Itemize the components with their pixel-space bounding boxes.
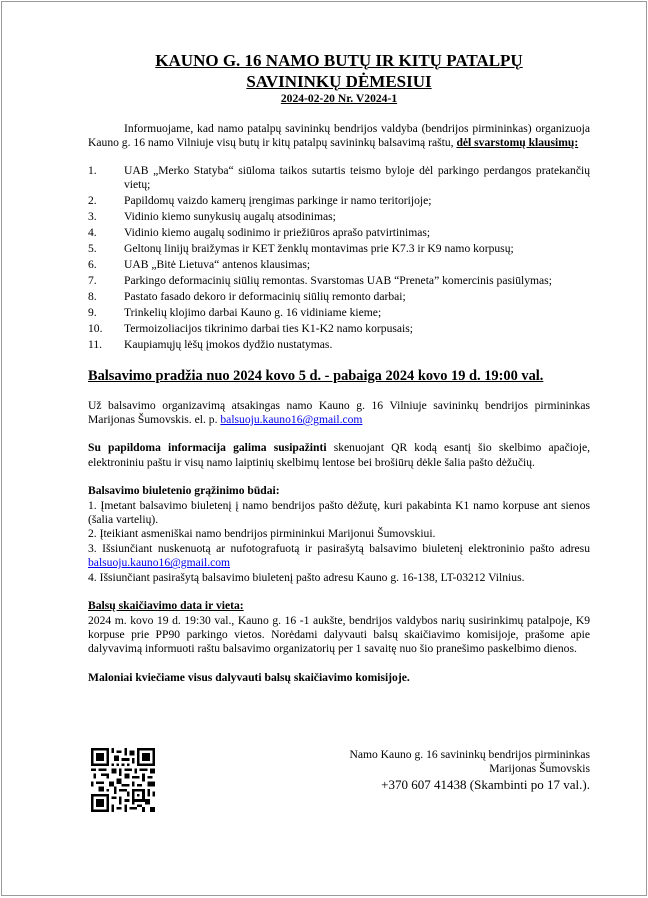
question-item <box>88 306 590 320</box>
question-text: Geltonų linijų braižymas ir KET ženklų montavimas prie K7.3 ir K9 namo korpusų; <box>124 242 514 256</box>
question-number: 5. <box>88 242 97 256</box>
intro-paragraph <box>88 122 590 151</box>
question-number: 9. <box>88 306 97 320</box>
question-number: 7. <box>88 274 97 288</box>
organizer-email-link[interactable]: balsuoju.kauno16@gmail.com <box>220 413 363 427</box>
return-method-2: 2. Įteikiant asmeniškai namo bendrijos pirmininkui Marijonui Šumovskiui. <box>88 527 436 541</box>
document-content <box>88 50 590 685</box>
document-footer <box>88 748 590 828</box>
question-item <box>88 258 590 272</box>
question-number: 6. <box>88 258 97 272</box>
info-text: skenuojant QR kodą esantį šio skelbimo apačioje, elektroniniu paštu ir visų namo laiptinių skelbimų lentose bei brošiūrų dėkle šalia pašto dėžučių. <box>88 441 590 469</box>
signature-phone: +370 607 41438 (Skambinti po 17 val.). <box>381 776 590 792</box>
question-number: 11. <box>88 338 103 352</box>
question-item <box>88 322 590 336</box>
organizer-paragraph <box>88 399 590 428</box>
question-item <box>88 194 590 208</box>
question-number: 2. <box>88 194 97 208</box>
return-method-3 <box>88 542 590 571</box>
question-item <box>88 274 590 288</box>
return-method-3-text: 3. Išsiunčiant nuskenuotą ar nufotografuotą ir pasirašytą balsavimo biuletenį elektroninio pašto adresu <box>88 541 590 555</box>
count-heading: Balsų skaičiavimo data ir vieta: <box>88 599 244 613</box>
signature-line-1: Namo Kauno g. 16 savininkų bendrijos pirmininkas <box>349 748 590 761</box>
intro-text: Informuojame, kad namo patalpų savininkų bendrijos valdyba (bendrijos pirmininkas) organizuoja Kauno g. 16 namo Vilniuje visų butų ir kitų patalpų savininkų balsavimą raštu, <box>88 122 590 150</box>
qr-code-icon[interactable] <box>91 748 155 812</box>
organizer-text: Už balsavimo organizavimą atsakingas namo Kauno g. 16 Vilniuje savininkų bendrijos pirmininkas Marijonas Šumovskis. el. p. <box>88 398 590 427</box>
invitation-text: Maloniai kviečiame visus dalyvauti balsų skaičiavimo komisijoje. <box>88 670 410 684</box>
title-line-2: SAVININKŲ DĖMESIUI <box>246 72 432 91</box>
question-number: 10. <box>88 322 103 336</box>
question-item <box>88 338 590 352</box>
question-number: 1. <box>88 163 97 177</box>
question-number: 8. <box>88 290 97 304</box>
question-text: Trinkelių klojimo darbai Kauno g. 16 vidiniame kieme; <box>124 306 382 320</box>
signature-line-2: Marijonas Šumovskis <box>489 762 590 776</box>
question-item <box>88 226 590 240</box>
question-number: 3. <box>88 210 97 224</box>
signature-block <box>349 748 590 793</box>
return-method-4: 4. Išsiunčiant pasirašytą balsavimo biuletenį pašto adresu Kauno g. 16-138, LT-03212 Vilnius. <box>88 570 525 584</box>
title-line-1: KAUNO G. 16 NAMO BUTŲ IR KITŲ PATALPŲ <box>155 51 523 70</box>
question-text: Kaupiamųjų lėšų įmokos dydžio nustatymas. <box>124 338 333 352</box>
question-item <box>88 242 590 256</box>
return-methods <box>88 484 590 585</box>
question-text: UAB „Merko Statyba“ siūloma taikos sutartis teismo byloje dėl parkingo perdangos pratekančių vietų; <box>124 163 590 192</box>
info-bold: Su papildoma informacija galima susipažinti <box>88 441 327 455</box>
document-title <box>88 50 590 92</box>
document-page <box>1 1 647 896</box>
question-text: Papildomų vaizdo kamerų įrengimas parkinge ir namo teritorijoje; <box>124 194 432 208</box>
question-item <box>88 290 590 304</box>
question-text: UAB „Bitė Lietuva“ antenos klausimas; <box>124 258 311 272</box>
question-text: Vidinio kiemo sunykusių augalų atsodinimas; <box>124 210 336 224</box>
intro-emphasis: dėl svarstomų klausimų: <box>456 136 579 150</box>
return-email-link[interactable]: balsuoju.kauno16@gmail.com <box>88 556 231 570</box>
question-item <box>88 210 590 224</box>
count-text: 2024 m. kovo 19 d. 19:30 val., Kauno g. 16 -1 aukšte, bendrijos valdybos narių susirinkimų patalpoje, K9 korpuse prie PP90 parkingo vietos. Norėdami dalyvauti balsų skaičiavimo komisijoje, prašome apie dalyvavimą informuoti raštu balsavimo organizatorių per 1 savaitę nuo šio pranešimo paskelbimo dienos. <box>88 613 590 656</box>
info-paragraph <box>88 441 590 470</box>
question-item <box>88 163 590 193</box>
questions-list <box>88 164 590 353</box>
voting-period: Balsavimo pradžia nuo 2024 kovo 5 d. - pabaiga 2024 kovo 19 d. 19:00 val. <box>88 367 544 384</box>
question-text: Vidinio kiemo augalų sodinimo ir priežiūros aprašo patvirtinimas; <box>124 226 431 240</box>
return-method-1: 1. Įmetant balsavimo biuletenį į namo bendrijos pašto dėžutę, kuri pakabinta K1 namo korpuse ant sienos (šalia vartelių). <box>88 498 590 527</box>
return-heading: Balsavimo biuletenio grąžinimo būdai: <box>88 484 280 498</box>
question-number: 4. <box>88 226 97 240</box>
question-text: Termoizoliacijos tikrinimo darbai ties K1-K2 namo korpusais; <box>124 322 413 336</box>
document-number: 2024-02-20 Nr. V2024-1 <box>280 92 398 105</box>
question-text: Pastato fasado dekoro ir deformacinių siūlių remonto darbai; <box>124 290 406 304</box>
question-text: Parkingo deformacinių siūlių remontas. Svarstomas UAB “Preneta” komercinis pasiūlymas; <box>124 274 552 288</box>
